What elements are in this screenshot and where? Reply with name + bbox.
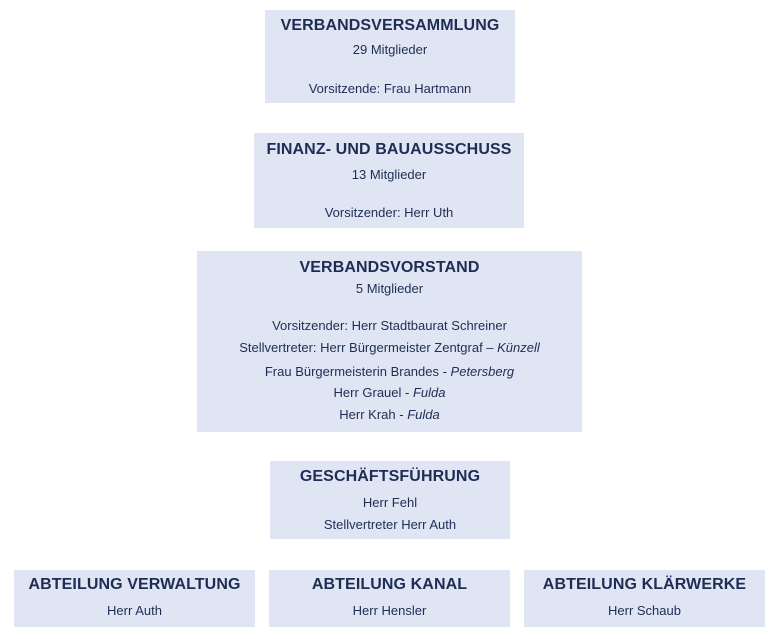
chair-label: Vorsitzender: Herr Stadtbaurat Schreiner: [272, 318, 507, 333]
board-member-place: Fulda: [412, 385, 446, 400]
box-title: GESCHÄFTSFÜHRUNG: [299, 468, 481, 485]
box-title: ABTEILUNG KANAL: [311, 576, 468, 593]
box-abteilung-kanal: [269, 570, 510, 627]
box-verbandsvorstand: [197, 251, 582, 432]
box-title: ABTEILUNG VERWALTUNG: [28, 576, 241, 593]
deputy-place: Künzell: [497, 340, 540, 355]
box-title: FINANZ- UND BAUAUSSCHUSS: [266, 141, 512, 158]
chair-label: Vorsitzende: Frau Hartmann: [308, 81, 472, 96]
box-geschaeftsfuehrung: [270, 461, 510, 539]
head-label: Herr Schaub: [608, 603, 681, 618]
board-member-name: Frau Bürgermeisterin Brandes -: [264, 364, 451, 379]
box-abteilung-verwaltung: [14, 570, 255, 627]
member-count: 13 Mitglieder: [351, 167, 427, 182]
board-member: [197, 364, 582, 379]
member-count: 5 Mitglieder: [355, 281, 424, 296]
box-title: VERBANDSVERSAMMLUNG: [280, 17, 500, 34]
member-count: 29 Mitglieder: [352, 42, 428, 57]
board-member: [197, 385, 582, 400]
head-label: Herr Hensler: [352, 603, 427, 618]
board-member-place: Petersberg: [450, 364, 515, 379]
box-abteilung-klaerwerke: [524, 570, 765, 627]
box-finanz-bauausschuss: [254, 133, 524, 228]
box-title: VERBANDSVORSTAND: [299, 259, 480, 276]
box-title: ABTEILUNG KLÄRWERKE: [542, 576, 747, 593]
chair-label: Vorsitzender: Herr Uth: [324, 205, 454, 220]
head-label: Herr Fehl: [362, 495, 418, 510]
board-member: [197, 407, 582, 422]
box-verbandsversammlung: [265, 10, 515, 103]
head-label: Herr Auth: [107, 603, 162, 618]
board-member-place: Fulda: [407, 407, 440, 422]
board-member-name: Herr Grauel -: [333, 385, 413, 400]
deputy-label: Stellvertreter Herr Auth: [323, 517, 457, 532]
deputy-label: [197, 340, 582, 355]
deputy-name: Stellvertreter: Herr Bürgermeister Zentgraf –: [239, 340, 498, 355]
board-member-name: Herr Krah -: [339, 407, 408, 422]
